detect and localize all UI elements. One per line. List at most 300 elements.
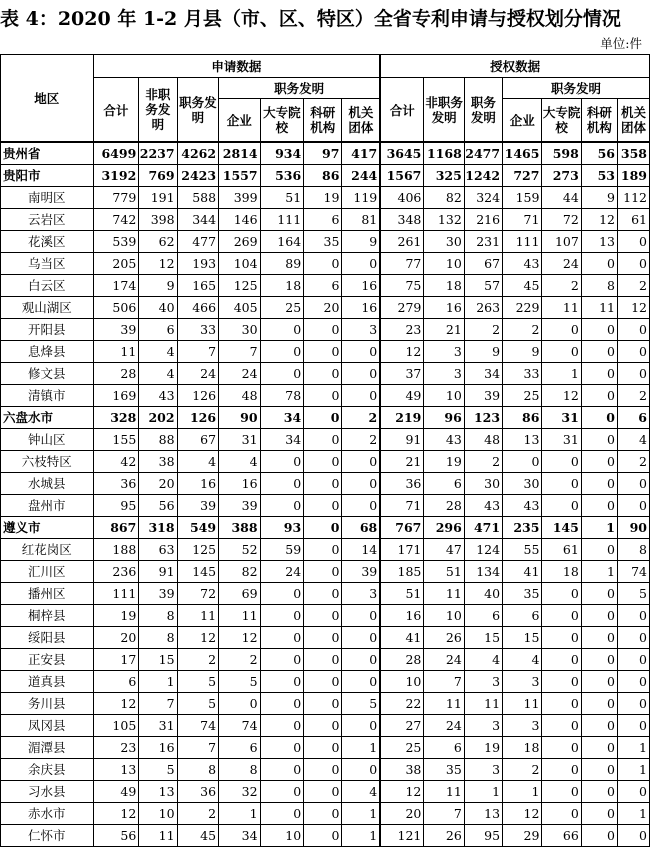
value-cell: 0 — [617, 715, 649, 737]
value-cell: 11 — [503, 693, 542, 715]
header-apply-non-service: 非职务发明 — [139, 78, 177, 143]
value-cell: 0 — [304, 671, 342, 693]
value-cell: 0 — [260, 473, 304, 495]
value-cell: 0 — [617, 671, 649, 693]
value-cell: 2 — [503, 759, 542, 781]
value-cell: 86 — [304, 165, 342, 187]
value-cell: 105 — [93, 715, 139, 737]
table-row — [1, 473, 650, 495]
value-cell: 244 — [342, 165, 380, 187]
value-cell: 0 — [304, 385, 342, 407]
value-cell: 0 — [342, 385, 380, 407]
value-cell: 1 — [581, 561, 617, 583]
table-row — [1, 781, 650, 803]
value-cell: 0 — [342, 253, 380, 275]
table-header — [1, 55, 650, 143]
value-cell: 0 — [581, 715, 617, 737]
value-cell: 398 — [139, 209, 177, 231]
region-name-cell: 盘州市 — [1, 495, 94, 517]
value-cell: 9 — [342, 231, 380, 253]
value-cell: 0 — [581, 495, 617, 517]
value-cell: 1 — [617, 759, 649, 781]
value-cell: 0 — [304, 649, 342, 671]
header-grant-research: 科研机构 — [581, 99, 617, 143]
value-cell: 2 — [542, 275, 581, 297]
value-cell: 0 — [260, 781, 304, 803]
value-cell: 39 — [93, 319, 139, 341]
value-cell: 14 — [342, 539, 380, 561]
value-cell: 3 — [424, 341, 464, 363]
table-row — [1, 671, 650, 693]
value-cell: 3 — [464, 759, 502, 781]
value-cell: 1 — [542, 363, 581, 385]
table-row — [1, 561, 650, 583]
value-cell: 0 — [342, 671, 380, 693]
value-cell: 8 — [617, 539, 649, 561]
value-cell: 16 — [342, 297, 380, 319]
value-cell: 19 — [93, 605, 139, 627]
table-row — [1, 605, 650, 627]
value-cell: 0 — [219, 693, 260, 715]
table-row — [1, 231, 650, 253]
value-cell: 742 — [93, 209, 139, 231]
value-cell: 12 — [93, 693, 139, 715]
value-cell: 68 — [342, 517, 380, 539]
value-cell: 7 — [219, 341, 260, 363]
value-cell: 174 — [93, 275, 139, 297]
value-cell: 0 — [581, 671, 617, 693]
region-name-cell: 修文县 — [1, 363, 94, 385]
value-cell: 477 — [177, 231, 218, 253]
value-cell: 26 — [424, 627, 464, 649]
value-cell: 33 — [177, 319, 218, 341]
value-cell: 125 — [177, 539, 218, 561]
value-cell: 406 — [380, 187, 424, 209]
value-cell: 325 — [424, 165, 464, 187]
value-cell: 95 — [93, 495, 139, 517]
value-cell: 0 — [542, 781, 581, 803]
value-cell: 126 — [177, 407, 218, 429]
value-cell: 10 — [424, 253, 464, 275]
table-row — [1, 363, 650, 385]
value-cell: 9 — [139, 275, 177, 297]
value-cell: 88 — [139, 429, 177, 451]
value-cell: 47 — [424, 539, 464, 561]
region-name-cell: 六枝特区 — [1, 451, 94, 473]
value-cell: 0 — [342, 759, 380, 781]
value-cell: 24 — [424, 649, 464, 671]
value-cell: 43 — [424, 429, 464, 451]
value-cell: 112 — [617, 187, 649, 209]
table-row — [1, 209, 650, 231]
value-cell: 7 — [424, 803, 464, 825]
value-cell: 111 — [503, 231, 542, 253]
value-cell: 0 — [617, 231, 649, 253]
value-cell: 82 — [219, 561, 260, 583]
value-cell: 2 — [219, 649, 260, 671]
value-cell: 11 — [424, 781, 464, 803]
value-cell: 296 — [424, 517, 464, 539]
table-row — [1, 187, 650, 209]
value-cell: 279 — [380, 297, 424, 319]
value-cell: 0 — [617, 473, 649, 495]
value-cell: 44 — [542, 187, 581, 209]
value-cell: 146 — [219, 209, 260, 231]
value-cell: 11 — [219, 605, 260, 627]
value-cell: 56 — [581, 142, 617, 165]
value-cell: 205 — [93, 253, 139, 275]
value-cell: 0 — [304, 561, 342, 583]
value-cell: 78 — [260, 385, 304, 407]
value-cell: 155 — [93, 429, 139, 451]
value-cell: 13 — [503, 429, 542, 451]
value-cell: 0 — [304, 407, 342, 429]
value-cell: 12 — [617, 297, 649, 319]
value-cell: 123 — [464, 407, 502, 429]
value-cell: 4 — [177, 451, 218, 473]
region-name-cell: 花溪区 — [1, 231, 94, 253]
value-cell: 25 — [260, 297, 304, 319]
value-cell: 13 — [139, 781, 177, 803]
value-cell: 0 — [304, 715, 342, 737]
table-row — [1, 165, 650, 187]
value-cell: 11 — [424, 583, 464, 605]
table-row — [1, 407, 650, 429]
value-cell: 0 — [304, 605, 342, 627]
value-cell: 61 — [617, 209, 649, 231]
value-cell: 49 — [380, 385, 424, 407]
value-cell: 63 — [139, 539, 177, 561]
table-row — [1, 737, 650, 759]
value-cell: 0 — [260, 341, 304, 363]
region-name-cell: 习水县 — [1, 781, 94, 803]
value-cell: 539 — [93, 231, 139, 253]
value-cell: 2 — [177, 649, 218, 671]
value-cell: 4 — [139, 363, 177, 385]
value-cell: 20 — [304, 297, 342, 319]
table-row — [1, 253, 650, 275]
value-cell: 0 — [581, 825, 617, 847]
value-cell: 348 — [380, 209, 424, 231]
value-cell: 0 — [260, 363, 304, 385]
value-cell: 769 — [139, 165, 177, 187]
value-cell: 471 — [464, 517, 502, 539]
value-cell: 0 — [581, 781, 617, 803]
value-cell: 549 — [177, 517, 218, 539]
value-cell: 40 — [464, 583, 502, 605]
value-cell: 4 — [139, 341, 177, 363]
value-cell: 0 — [260, 605, 304, 627]
value-cell: 124 — [464, 539, 502, 561]
value-cell: 0 — [581, 473, 617, 495]
region-name-cell: 水城县 — [1, 473, 94, 495]
value-cell: 0 — [617, 649, 649, 671]
value-cell: 51 — [260, 187, 304, 209]
value-cell: 12 — [380, 341, 424, 363]
value-cell: 12 — [93, 803, 139, 825]
value-cell: 0 — [304, 627, 342, 649]
value-cell: 1465 — [503, 142, 542, 165]
header-grant-total: 合计 — [380, 78, 424, 143]
value-cell: 33 — [503, 363, 542, 385]
value-cell: 11 — [424, 693, 464, 715]
value-cell: 24 — [424, 715, 464, 737]
region-name-cell: 息烽县 — [1, 341, 94, 363]
value-cell: 39 — [139, 583, 177, 605]
region-name-cell: 汇川区 — [1, 561, 94, 583]
value-cell: 90 — [617, 517, 649, 539]
region-name-cell: 清镇市 — [1, 385, 94, 407]
value-cell: 45 — [503, 275, 542, 297]
value-cell: 8 — [581, 275, 617, 297]
value-cell: 19 — [304, 187, 342, 209]
table-row — [1, 341, 650, 363]
header-grant-enterprise: 企业 — [503, 99, 542, 143]
value-cell: 16 — [424, 297, 464, 319]
value-cell: 9 — [464, 341, 502, 363]
value-cell: 16 — [177, 473, 218, 495]
value-cell: 40 — [139, 297, 177, 319]
value-cell: 0 — [304, 737, 342, 759]
value-cell: 193 — [177, 253, 218, 275]
value-cell: 0 — [304, 693, 342, 715]
value-cell: 126 — [177, 385, 218, 407]
value-cell: 12 — [139, 253, 177, 275]
value-cell: 0 — [260, 627, 304, 649]
value-cell: 15 — [464, 627, 502, 649]
value-cell: 16 — [139, 737, 177, 759]
value-cell: 0 — [581, 429, 617, 451]
value-cell: 2 — [464, 319, 502, 341]
value-cell: 0 — [581, 363, 617, 385]
value-cell: 6 — [617, 407, 649, 429]
value-cell: 3 — [503, 671, 542, 693]
value-cell: 7 — [424, 671, 464, 693]
value-cell: 0 — [542, 693, 581, 715]
value-cell: 0 — [581, 605, 617, 627]
value-cell: 74 — [617, 561, 649, 583]
value-cell: 229 — [503, 297, 542, 319]
value-cell: 67 — [177, 429, 218, 451]
value-cell: 263 — [464, 297, 502, 319]
value-cell: 0 — [581, 759, 617, 781]
value-cell: 5 — [177, 693, 218, 715]
value-cell: 0 — [260, 737, 304, 759]
value-cell: 202 — [139, 407, 177, 429]
value-cell: 1557 — [219, 165, 260, 187]
value-cell: 0 — [581, 451, 617, 473]
value-cell: 0 — [342, 363, 380, 385]
value-cell: 261 — [380, 231, 424, 253]
header-grant-service: 职务发明 — [464, 78, 502, 143]
value-cell: 43 — [503, 495, 542, 517]
value-cell: 0 — [617, 363, 649, 385]
value-cell: 0 — [542, 473, 581, 495]
value-cell: 12 — [542, 385, 581, 407]
value-cell: 17 — [93, 649, 139, 671]
value-cell: 0 — [260, 759, 304, 781]
value-cell: 165 — [177, 275, 218, 297]
table-row — [1, 759, 650, 781]
value-cell: 6 — [304, 275, 342, 297]
value-cell: 19 — [464, 737, 502, 759]
value-cell: 16 — [342, 275, 380, 297]
value-cell: 20 — [93, 627, 139, 649]
value-cell: 0 — [581, 693, 617, 715]
value-cell: 42 — [93, 451, 139, 473]
value-cell: 235 — [503, 517, 542, 539]
value-cell: 71 — [503, 209, 542, 231]
value-cell: 22 — [380, 693, 424, 715]
value-cell: 29 — [503, 825, 542, 847]
value-cell: 18 — [260, 275, 304, 297]
value-cell: 57 — [464, 275, 502, 297]
value-cell: 5 — [177, 671, 218, 693]
value-cell: 25 — [380, 737, 424, 759]
value-cell: 0 — [304, 825, 342, 847]
value-cell: 6 — [219, 737, 260, 759]
value-cell: 3 — [464, 671, 502, 693]
value-cell: 72 — [542, 209, 581, 231]
value-cell: 1 — [342, 737, 380, 759]
value-cell: 24 — [219, 363, 260, 385]
value-cell: 0 — [304, 583, 342, 605]
value-cell: 39 — [219, 495, 260, 517]
value-cell: 388 — [219, 517, 260, 539]
value-cell: 6 — [139, 319, 177, 341]
value-cell: 2 — [342, 429, 380, 451]
region-name-cell: 道真县 — [1, 671, 94, 693]
value-cell: 10 — [260, 825, 304, 847]
header-grant-agency: 机关团体 — [617, 99, 649, 143]
value-cell: 24 — [542, 253, 581, 275]
value-cell: 0 — [304, 539, 342, 561]
region-name-cell: 余庆县 — [1, 759, 94, 781]
region-name-cell: 桐梓县 — [1, 605, 94, 627]
value-cell: 21 — [380, 451, 424, 473]
value-cell: 43 — [139, 385, 177, 407]
header-apply-agency: 机关团体 — [342, 99, 380, 143]
value-cell: 0 — [581, 341, 617, 363]
value-cell: 31 — [542, 407, 581, 429]
value-cell: 104 — [219, 253, 260, 275]
value-cell: 5 — [139, 759, 177, 781]
value-cell: 0 — [581, 385, 617, 407]
value-cell: 1 — [139, 671, 177, 693]
table-row — [1, 275, 650, 297]
table-title: 表 4：2020 年 1-2 月县（市、区、特区）全省专利申请与授权划分情况 — [0, 8, 621, 30]
value-cell: 7 — [177, 341, 218, 363]
value-cell: 0 — [617, 781, 649, 803]
region-name-cell: 贵阳市 — [1, 165, 94, 187]
value-cell: 18 — [503, 737, 542, 759]
value-cell: 0 — [304, 495, 342, 517]
value-cell: 38 — [380, 759, 424, 781]
value-cell: 61 — [542, 539, 581, 561]
header-apply-group: 申请数据 — [93, 55, 380, 78]
value-cell: 506 — [93, 297, 139, 319]
value-cell: 97 — [304, 142, 342, 165]
value-cell: 0 — [542, 495, 581, 517]
value-cell: 0 — [342, 495, 380, 517]
header-apply-service: 职务发明 — [177, 78, 218, 143]
value-cell: 132 — [424, 209, 464, 231]
table-row — [1, 649, 650, 671]
value-cell: 0 — [260, 583, 304, 605]
value-cell: 41 — [503, 561, 542, 583]
value-cell: 0 — [581, 319, 617, 341]
value-cell: 8 — [177, 759, 218, 781]
value-cell: 2 — [464, 451, 502, 473]
value-cell: 1 — [464, 781, 502, 803]
value-cell: 236 — [93, 561, 139, 583]
value-cell: 62 — [139, 231, 177, 253]
value-cell: 1 — [342, 803, 380, 825]
value-cell: 96 — [424, 407, 464, 429]
table-row — [1, 429, 650, 451]
region-name-cell: 开阳县 — [1, 319, 94, 341]
value-cell: 32 — [219, 781, 260, 803]
value-cell: 588 — [177, 187, 218, 209]
value-cell: 0 — [542, 605, 581, 627]
header-grant-college: 大专院校 — [542, 99, 581, 143]
value-cell: 0 — [617, 825, 649, 847]
value-cell: 328 — [93, 407, 139, 429]
value-cell: 1 — [342, 825, 380, 847]
value-cell: 89 — [260, 253, 304, 275]
region-name-cell: 钟山区 — [1, 429, 94, 451]
value-cell: 3645 — [380, 142, 424, 165]
value-cell: 0 — [342, 341, 380, 363]
header-apply-total: 合计 — [93, 78, 139, 143]
table-row — [1, 803, 650, 825]
value-cell: 0 — [503, 451, 542, 473]
value-cell: 48 — [219, 385, 260, 407]
value-cell: 2 — [177, 803, 218, 825]
value-cell: 7 — [177, 737, 218, 759]
value-cell: 0 — [260, 671, 304, 693]
value-cell: 30 — [464, 473, 502, 495]
table-row — [1, 627, 650, 649]
value-cell: 91 — [139, 561, 177, 583]
region-name-cell: 遵义市 — [1, 517, 94, 539]
value-cell: 0 — [542, 715, 581, 737]
region-name-cell: 湄潭县 — [1, 737, 94, 759]
value-cell: 0 — [260, 649, 304, 671]
table-row — [1, 319, 650, 341]
value-cell: 23 — [93, 737, 139, 759]
value-cell: 93 — [260, 517, 304, 539]
value-cell: 111 — [260, 209, 304, 231]
value-cell: 0 — [342, 451, 380, 473]
patent-table — [0, 54, 650, 847]
value-cell: 51 — [380, 583, 424, 605]
value-cell: 0 — [581, 737, 617, 759]
value-cell: 399 — [219, 187, 260, 209]
value-cell: 598 — [542, 142, 581, 165]
value-cell: 8 — [219, 759, 260, 781]
value-cell: 3 — [424, 363, 464, 385]
table-row — [1, 142, 650, 165]
value-cell: 82 — [424, 187, 464, 209]
value-cell: 0 — [617, 319, 649, 341]
value-cell: 39 — [177, 495, 218, 517]
value-cell: 2 — [617, 451, 649, 473]
value-cell: 35 — [503, 583, 542, 605]
value-cell: 28 — [424, 495, 464, 517]
region-name-cell: 务川县 — [1, 693, 94, 715]
unit-label: 单位:件 — [600, 36, 642, 51]
